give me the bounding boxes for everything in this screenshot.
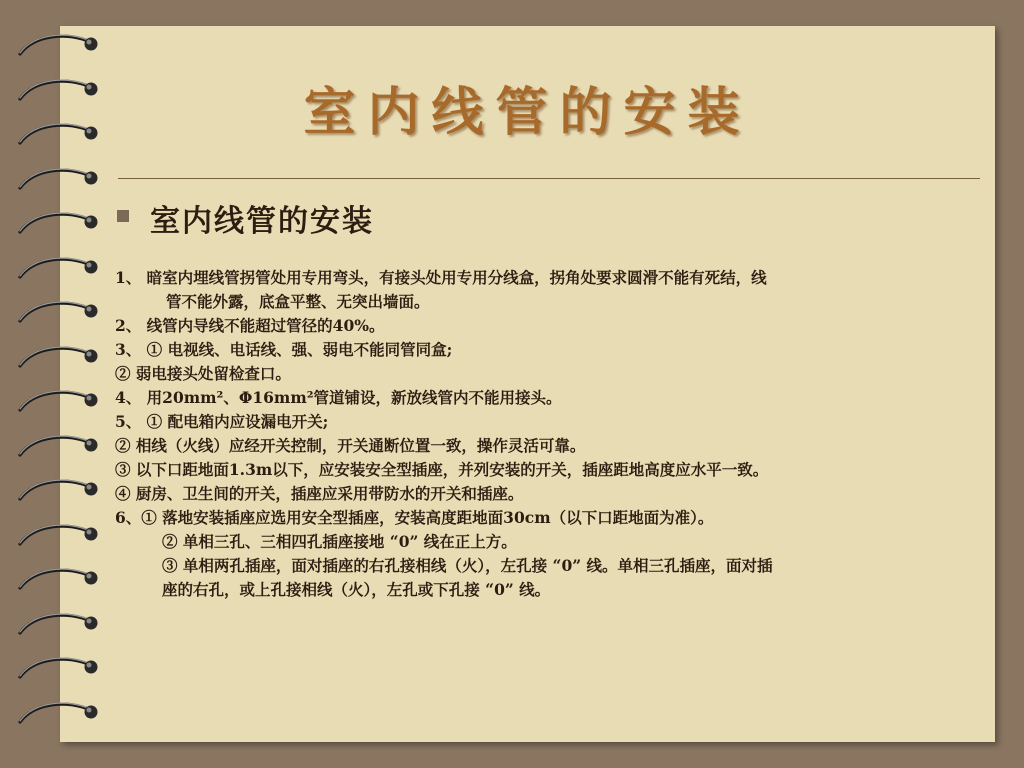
spiral-ring-icon xyxy=(14,433,102,461)
body-line: ④ 厨房、卫生间的开关，插座应采用带防水的开关和插座。 xyxy=(115,484,524,503)
section-subtitle: 室内线管的安装 xyxy=(150,204,374,239)
spiral-ring-icon xyxy=(14,210,102,238)
spiral-ring-icon xyxy=(14,255,102,283)
spiral-ring-icon xyxy=(14,700,102,728)
body-line: 座的右孔，或上孔接相线（火），左孔或下孔接 “0” 线。 xyxy=(162,580,551,599)
body-line: ③ 以下口距地面1.3m以下，应安装安全型插座，并列安装的开关，插座距地高度应水平一致。 xyxy=(115,460,769,479)
body-line: ③ 单相两孔插座，面对插座的右孔接相线（火），左孔接 “0” 线。单相三孔插座，面对插 xyxy=(162,556,773,575)
body-line: 6、① 落地安装插座应选用安全型插座，安装高度距地面30cm（以下口距地面为准）。 xyxy=(115,508,714,527)
body-line: 3、 ① 电视线、电话线、强、弱电不能同管同盒; xyxy=(115,340,453,359)
spiral-ring-icon xyxy=(14,166,102,194)
spiral-ring-icon xyxy=(14,344,102,372)
spiral-ring-icon xyxy=(14,566,102,594)
body-line: ② 单相三孔、三相四孔插座接地 “0” 线在正上方。 xyxy=(162,532,517,551)
body-line: ② 相线（火线）应经开关控制，开关通断位置一致，操作灵活可靠。 xyxy=(115,436,586,455)
body-line: 4、 用20mm²、Φ16mm²管道铺设，新放线管内不能用接头。 xyxy=(115,388,562,407)
spiral-ring-icon xyxy=(14,655,102,683)
body-line: 管不能外露，底盒平整、无突出墙面。 xyxy=(166,292,430,311)
spiral-ring-icon xyxy=(14,522,102,550)
body-line: ② 弱电接头处留检查口。 xyxy=(115,364,291,383)
body-line: 2、 线管内导线不能超过管径的40%。 xyxy=(115,316,385,335)
page-title: 室内线管的安装 xyxy=(303,82,752,143)
spiral-ring-icon xyxy=(14,388,102,416)
spiral-ring-icon xyxy=(14,477,102,505)
body-line: 5、 ① 配电箱内应设漏电开关; xyxy=(115,412,329,431)
spiral-ring-icon xyxy=(14,299,102,327)
spiral-ring-icon xyxy=(14,611,102,639)
body-line: 1、 暗室内埋线管拐管处用专用弯头，有接头处用专用分线盒，拐角处要求圆滑不能有死结，线 xyxy=(115,268,767,287)
bullet-square-icon xyxy=(117,210,129,222)
title-divider xyxy=(118,178,980,179)
spiral-ring-icon xyxy=(14,32,102,60)
